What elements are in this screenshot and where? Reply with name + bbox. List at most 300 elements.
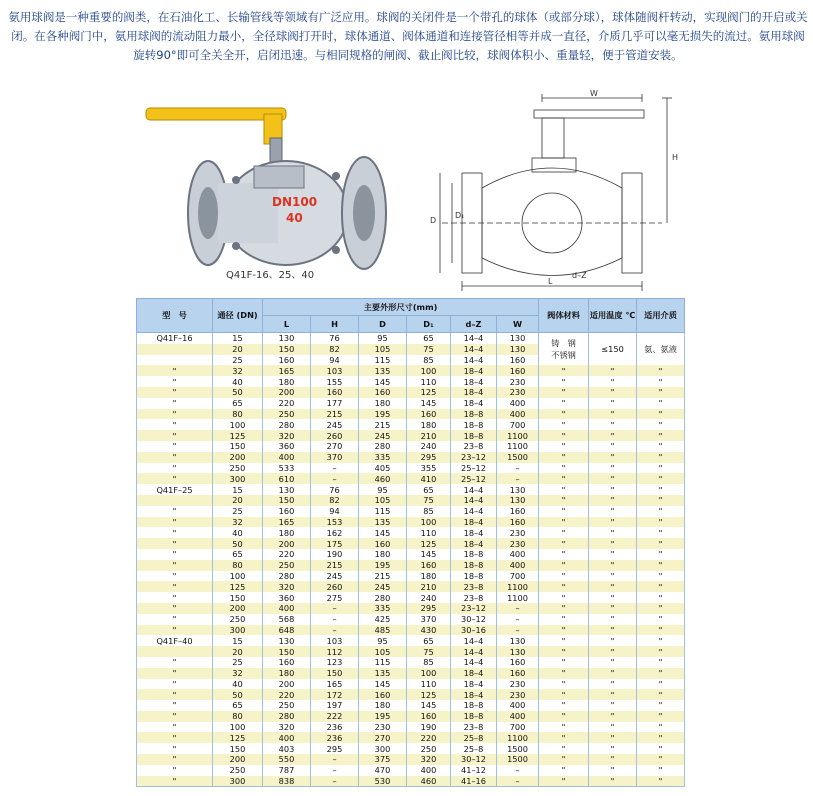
material-cell: " bbox=[539, 776, 589, 787]
value-cell: 100 bbox=[213, 722, 263, 733]
medium-cell: " bbox=[637, 473, 685, 484]
medium-cell: " bbox=[637, 571, 685, 582]
model-cell: " bbox=[137, 441, 213, 452]
medium-cell: " bbox=[637, 517, 685, 528]
medium-cell: " bbox=[637, 560, 685, 571]
model-cell: " bbox=[137, 754, 213, 765]
medium-cell: " bbox=[637, 463, 685, 474]
dim-label-d: D bbox=[430, 216, 437, 225]
value-cell: 220 bbox=[263, 549, 311, 560]
value-cell: 320 bbox=[263, 430, 311, 441]
table-row bbox=[137, 430, 685, 441]
material-cell: " bbox=[539, 635, 589, 646]
value-cell: 250 bbox=[263, 409, 311, 420]
value-cell: 105 bbox=[359, 495, 407, 506]
table-row bbox=[137, 592, 685, 603]
value-cell: 94 bbox=[311, 506, 359, 517]
temp-cell: " bbox=[589, 376, 637, 387]
intro-paragraph: 氨用球阀是一种重要的阀类，在石油化工、长输管线等领域有广泛应用。球阀的关闭件是一个带孔的球体（或部分球），球体随阀杆转动，实现阀门的开启或关闭。在各种阀门中，氨用球阀的流动阻力最小，全径球阀打开时，球体通道、阀体通道和连接管径相等并成一直径，介质几乎可以毫无损失的流过。氨用球阀旋转90°即可全关全开，启闭迅速。与相同规格的闸阀、截止阀比较，球阀体积小、重量轻，便于管道安装。 bbox=[8, 10, 808, 62]
value-cell: 160 bbox=[497, 657, 539, 668]
value-cell: – bbox=[497, 765, 539, 776]
value-cell: 300 bbox=[213, 473, 263, 484]
dim-label-d1: D₁ bbox=[455, 211, 465, 220]
material-cell: " bbox=[539, 754, 589, 765]
value-cell: 230 bbox=[359, 722, 407, 733]
value-cell: 18–8 bbox=[451, 549, 497, 560]
temp-cell: " bbox=[589, 668, 637, 679]
value-cell: 610 bbox=[263, 473, 311, 484]
value-cell: 160 bbox=[497, 355, 539, 366]
table-row bbox=[137, 473, 685, 484]
value-cell: 150 bbox=[263, 344, 311, 355]
spec-table bbox=[136, 298, 685, 787]
value-cell: – bbox=[497, 473, 539, 484]
value-cell: 130 bbox=[497, 484, 539, 495]
header-d: D bbox=[359, 316, 407, 333]
value-cell: 200 bbox=[213, 603, 263, 614]
table-row bbox=[137, 387, 685, 398]
medium-cell: " bbox=[637, 527, 685, 538]
value-cell: 210 bbox=[407, 430, 451, 441]
temp-cell: " bbox=[589, 571, 637, 582]
temp-cell: " bbox=[589, 538, 637, 549]
value-cell: 14–4 bbox=[451, 646, 497, 657]
medium-cell: " bbox=[637, 430, 685, 441]
model-cell: " bbox=[137, 732, 213, 743]
value-cell: 150 bbox=[213, 743, 263, 754]
value-cell: 1100 bbox=[497, 732, 539, 743]
value-cell: 32 bbox=[213, 517, 263, 528]
material-cell: " bbox=[539, 473, 589, 484]
value-cell: 162 bbox=[311, 527, 359, 538]
value-cell: 155 bbox=[311, 376, 359, 387]
value-cell: 18–8 bbox=[451, 711, 497, 722]
table-row bbox=[137, 452, 685, 463]
value-cell: 400 bbox=[263, 732, 311, 743]
temp-cell: " bbox=[589, 635, 637, 646]
material-cell: " bbox=[539, 398, 589, 409]
material-cell: " bbox=[539, 657, 589, 668]
value-cell: 80 bbox=[213, 711, 263, 722]
value-cell: 18–4 bbox=[451, 689, 497, 700]
value-cell: 410 bbox=[407, 473, 451, 484]
medium-cell: " bbox=[637, 646, 685, 657]
material-cell: " bbox=[539, 743, 589, 754]
material-cell: " bbox=[539, 732, 589, 743]
material-cell: " bbox=[539, 527, 589, 538]
header-d1: D₁ bbox=[407, 316, 451, 333]
value-cell: 125 bbox=[407, 538, 451, 549]
value-cell: 75 bbox=[407, 646, 451, 657]
model-cell: " bbox=[137, 668, 213, 679]
value-cell: 40 bbox=[213, 679, 263, 690]
table-row bbox=[137, 614, 685, 625]
header-w: W bbox=[497, 316, 539, 333]
model-cell: " bbox=[137, 603, 213, 614]
temp-cell: " bbox=[589, 765, 637, 776]
value-cell: 1500 bbox=[497, 743, 539, 754]
material-cell: " bbox=[539, 409, 589, 420]
table-row bbox=[137, 376, 685, 387]
value-cell: 245 bbox=[359, 430, 407, 441]
value-cell: 160 bbox=[263, 506, 311, 517]
value-cell: 230 bbox=[497, 538, 539, 549]
material-cell: " bbox=[539, 689, 589, 700]
value-cell: 18–4 bbox=[451, 527, 497, 538]
model-cell: " bbox=[137, 387, 213, 398]
medium-cell: " bbox=[637, 754, 685, 765]
body-marking-dn: DN100 bbox=[272, 195, 318, 209]
dim-label-dz: d–Z bbox=[572, 271, 587, 280]
value-cell: 23–12 bbox=[451, 603, 497, 614]
value-cell: 403 bbox=[263, 743, 311, 754]
value-cell: 275 bbox=[311, 592, 359, 603]
value-cell: 65 bbox=[407, 333, 451, 344]
value-cell: – bbox=[497, 776, 539, 787]
value-cell: 145 bbox=[407, 398, 451, 409]
temp-cell: " bbox=[589, 527, 637, 538]
temp-cell: " bbox=[589, 776, 637, 787]
medium-cell: " bbox=[637, 700, 685, 711]
value-cell: 245 bbox=[311, 571, 359, 582]
value-cell: 160 bbox=[497, 506, 539, 517]
value-cell: 195 bbox=[359, 409, 407, 420]
table-row bbox=[137, 646, 685, 657]
table-row bbox=[137, 419, 685, 430]
medium-cell: " bbox=[637, 549, 685, 560]
value-cell: 125 bbox=[213, 430, 263, 441]
value-cell: 65 bbox=[213, 398, 263, 409]
value-cell: 200 bbox=[263, 387, 311, 398]
model-cell: " bbox=[137, 625, 213, 636]
value-cell: 125 bbox=[407, 689, 451, 700]
body-marking-pn: 40 bbox=[286, 211, 303, 225]
table-row bbox=[137, 635, 685, 646]
medium-cell: " bbox=[637, 668, 685, 679]
value-cell: 200 bbox=[263, 538, 311, 549]
medium-cell: " bbox=[637, 441, 685, 452]
value-cell: 130 bbox=[497, 495, 539, 506]
material-cell: 铸 钢 不锈钢 bbox=[539, 333, 589, 366]
model-cell: Q41F–40 bbox=[137, 635, 213, 646]
value-cell: 153 bbox=[311, 517, 359, 528]
temp-cell: " bbox=[589, 365, 637, 376]
table-row bbox=[137, 743, 685, 754]
value-cell: – bbox=[311, 754, 359, 765]
table-row bbox=[137, 765, 685, 776]
model-cell: " bbox=[137, 365, 213, 376]
header-dims: 主要外形尺寸(mm) bbox=[263, 299, 539, 316]
value-cell: – bbox=[311, 614, 359, 625]
value-cell: 112 bbox=[311, 646, 359, 657]
model-cell: " bbox=[137, 419, 213, 430]
value-cell: 165 bbox=[263, 365, 311, 376]
table-row bbox=[137, 398, 685, 409]
value-cell: 95 bbox=[359, 635, 407, 646]
value-cell: 250 bbox=[213, 765, 263, 776]
value-cell: 95 bbox=[359, 333, 407, 344]
material-cell: " bbox=[539, 765, 589, 776]
value-cell: 130 bbox=[263, 333, 311, 344]
value-cell: 270 bbox=[311, 441, 359, 452]
value-cell: 25–8 bbox=[451, 732, 497, 743]
value-cell: 30–16 bbox=[451, 625, 497, 636]
value-cell: 165 bbox=[311, 679, 359, 690]
value-cell: 230 bbox=[497, 679, 539, 690]
medium-cell: " bbox=[637, 743, 685, 754]
value-cell: 15 bbox=[213, 484, 263, 495]
value-cell: 700 bbox=[497, 419, 539, 430]
value-cell: 18–8 bbox=[451, 430, 497, 441]
value-cell: 100 bbox=[213, 419, 263, 430]
value-cell: 100 bbox=[213, 571, 263, 582]
value-cell: 280 bbox=[263, 571, 311, 582]
value-cell: 180 bbox=[359, 398, 407, 409]
value-cell: 280 bbox=[263, 419, 311, 430]
value-cell: – bbox=[497, 614, 539, 625]
value-cell: 160 bbox=[497, 517, 539, 528]
value-cell: 177 bbox=[311, 398, 359, 409]
value-cell: 470 bbox=[359, 765, 407, 776]
table-row bbox=[137, 679, 685, 690]
value-cell: 41–16 bbox=[451, 776, 497, 787]
value-cell: 25 bbox=[213, 657, 263, 668]
value-cell: 18–8 bbox=[451, 560, 497, 571]
material-cell: " bbox=[539, 646, 589, 657]
value-cell: 280 bbox=[263, 711, 311, 722]
table-row bbox=[137, 549, 685, 560]
value-cell: 295 bbox=[311, 743, 359, 754]
value-cell: 320 bbox=[263, 581, 311, 592]
value-cell: 14–4 bbox=[451, 635, 497, 646]
temp-cell: " bbox=[589, 722, 637, 733]
value-cell: 25–12 bbox=[451, 473, 497, 484]
temp-cell: " bbox=[589, 754, 637, 765]
value-cell: – bbox=[311, 776, 359, 787]
value-cell: 210 bbox=[407, 581, 451, 592]
value-cell: 270 bbox=[359, 732, 407, 743]
value-cell: 20 bbox=[213, 344, 263, 355]
value-cell: 110 bbox=[407, 376, 451, 387]
value-cell: 180 bbox=[263, 527, 311, 538]
value-cell: 23–8 bbox=[451, 722, 497, 733]
value-cell: 23–12 bbox=[451, 452, 497, 463]
value-cell: 160 bbox=[263, 355, 311, 366]
value-cell: 145 bbox=[407, 700, 451, 711]
value-cell: 15 bbox=[213, 635, 263, 646]
dimension-drawing bbox=[422, 88, 684, 293]
value-cell: – bbox=[311, 765, 359, 776]
value-cell: 14–4 bbox=[451, 355, 497, 366]
value-cell: 40 bbox=[213, 527, 263, 538]
material-cell: " bbox=[539, 560, 589, 571]
value-cell: 230 bbox=[497, 527, 539, 538]
value-cell: 360 bbox=[263, 592, 311, 603]
value-cell: 160 bbox=[497, 365, 539, 376]
value-cell: 18–4 bbox=[451, 517, 497, 528]
value-cell: 838 bbox=[263, 776, 311, 787]
material-cell: " bbox=[539, 495, 589, 506]
temp-cell: " bbox=[589, 700, 637, 711]
value-cell: 100 bbox=[407, 668, 451, 679]
temp-cell: " bbox=[589, 398, 637, 409]
value-cell: 215 bbox=[311, 560, 359, 571]
value-cell: 18–4 bbox=[451, 365, 497, 376]
value-cell: 160 bbox=[359, 689, 407, 700]
value-cell: 222 bbox=[311, 711, 359, 722]
value-cell: 82 bbox=[311, 344, 359, 355]
temp-cell: " bbox=[589, 614, 637, 625]
value-cell: 18–8 bbox=[451, 700, 497, 711]
value-cell: 103 bbox=[311, 635, 359, 646]
value-cell: 190 bbox=[311, 549, 359, 560]
material-cell: " bbox=[539, 538, 589, 549]
temp-cell: " bbox=[589, 646, 637, 657]
medium-cell: " bbox=[637, 365, 685, 376]
model-cell: " bbox=[137, 679, 213, 690]
value-cell: 85 bbox=[407, 355, 451, 366]
model-cell: " bbox=[137, 581, 213, 592]
value-cell: 236 bbox=[311, 732, 359, 743]
value-cell: 100 bbox=[407, 365, 451, 376]
value-cell: 236 bbox=[311, 722, 359, 733]
table-row bbox=[137, 711, 685, 722]
value-cell: 150 bbox=[311, 668, 359, 679]
photo-caption: Q41F-16、25、40 bbox=[226, 270, 315, 281]
model-cell: " bbox=[137, 560, 213, 571]
value-cell: 280 bbox=[359, 441, 407, 452]
medium-cell: " bbox=[637, 765, 685, 776]
value-cell: 180 bbox=[263, 668, 311, 679]
value-cell: 18–8 bbox=[451, 409, 497, 420]
value-cell: 50 bbox=[213, 387, 263, 398]
material-cell: " bbox=[539, 722, 589, 733]
value-cell: 82 bbox=[311, 495, 359, 506]
table-row bbox=[137, 506, 685, 517]
value-cell: 180 bbox=[407, 571, 451, 582]
value-cell: 95 bbox=[359, 484, 407, 495]
value-cell: 50 bbox=[213, 538, 263, 549]
value-cell: 100 bbox=[407, 517, 451, 528]
material-cell: " bbox=[539, 668, 589, 679]
value-cell: 130 bbox=[497, 344, 539, 355]
model-cell: " bbox=[137, 765, 213, 776]
value-cell: 220 bbox=[407, 732, 451, 743]
temp-cell: " bbox=[589, 495, 637, 506]
material-cell: " bbox=[539, 506, 589, 517]
value-cell: 360 bbox=[263, 441, 311, 452]
table-row bbox=[137, 657, 685, 668]
value-cell: 280 bbox=[359, 592, 407, 603]
value-cell: 30–12 bbox=[451, 754, 497, 765]
model-cell: " bbox=[137, 711, 213, 722]
material-cell: " bbox=[539, 679, 589, 690]
value-cell: 160 bbox=[359, 538, 407, 549]
value-cell: 1500 bbox=[497, 754, 539, 765]
value-cell: 300 bbox=[213, 625, 263, 636]
medium-cell: " bbox=[637, 506, 685, 517]
value-cell: 215 bbox=[359, 419, 407, 430]
table-row bbox=[137, 571, 685, 582]
value-cell: 370 bbox=[407, 614, 451, 625]
value-cell: 400 bbox=[497, 711, 539, 722]
value-cell: 320 bbox=[263, 722, 311, 733]
temp-cell: " bbox=[589, 430, 637, 441]
value-cell: 250 bbox=[213, 463, 263, 474]
value-cell: – bbox=[311, 473, 359, 484]
value-cell: 20 bbox=[213, 495, 263, 506]
value-cell: 1100 bbox=[497, 592, 539, 603]
value-cell: 335 bbox=[359, 603, 407, 614]
value-cell: 160 bbox=[497, 668, 539, 679]
medium-cell: " bbox=[637, 387, 685, 398]
value-cell: 150 bbox=[263, 646, 311, 657]
value-cell: 400 bbox=[497, 560, 539, 571]
medium-cell: " bbox=[637, 625, 685, 636]
value-cell: 230 bbox=[497, 689, 539, 700]
temp-cell: " bbox=[589, 592, 637, 603]
value-cell: 400 bbox=[263, 603, 311, 614]
value-cell: 550 bbox=[263, 754, 311, 765]
table-row bbox=[137, 625, 685, 636]
value-cell: 1100 bbox=[497, 430, 539, 441]
value-cell: 400 bbox=[497, 700, 539, 711]
medium-cell: " bbox=[637, 776, 685, 787]
value-cell: 220 bbox=[263, 689, 311, 700]
value-cell: 220 bbox=[263, 398, 311, 409]
value-cell: 370 bbox=[311, 452, 359, 463]
value-cell: 23–8 bbox=[451, 581, 497, 592]
medium-cell: " bbox=[637, 484, 685, 495]
valve-photo bbox=[136, 88, 416, 293]
table-row bbox=[137, 409, 685, 420]
value-cell: 135 bbox=[359, 365, 407, 376]
value-cell: 230 bbox=[497, 387, 539, 398]
value-cell: 300 bbox=[213, 776, 263, 787]
value-cell: 40 bbox=[213, 376, 263, 387]
value-cell: 787 bbox=[263, 765, 311, 776]
material-cell: " bbox=[539, 614, 589, 625]
model-cell bbox=[137, 646, 213, 657]
value-cell: 41–12 bbox=[451, 765, 497, 776]
value-cell: 75 bbox=[407, 495, 451, 506]
value-cell: 300 bbox=[359, 743, 407, 754]
value-cell: 76 bbox=[311, 333, 359, 344]
value-cell: – bbox=[311, 463, 359, 474]
model-cell: " bbox=[137, 549, 213, 560]
medium-cell: " bbox=[637, 614, 685, 625]
temp-cell: " bbox=[589, 625, 637, 636]
value-cell: 700 bbox=[497, 571, 539, 582]
material-cell: " bbox=[539, 711, 589, 722]
model-cell: " bbox=[137, 689, 213, 700]
header-model: 型 号 bbox=[137, 299, 213, 333]
temp-cell: " bbox=[589, 657, 637, 668]
value-cell: 405 bbox=[359, 463, 407, 474]
value-cell: 568 bbox=[263, 614, 311, 625]
table-row bbox=[137, 603, 685, 614]
value-cell: 130 bbox=[497, 646, 539, 657]
value-cell: 245 bbox=[359, 581, 407, 592]
value-cell: 65 bbox=[407, 635, 451, 646]
value-cell: 23–8 bbox=[451, 592, 497, 603]
medium-cell: " bbox=[637, 635, 685, 646]
value-cell: 430 bbox=[407, 625, 451, 636]
material-cell: " bbox=[539, 419, 589, 430]
value-cell: 105 bbox=[359, 344, 407, 355]
value-cell: 250 bbox=[263, 700, 311, 711]
medium-cell: " bbox=[637, 452, 685, 463]
